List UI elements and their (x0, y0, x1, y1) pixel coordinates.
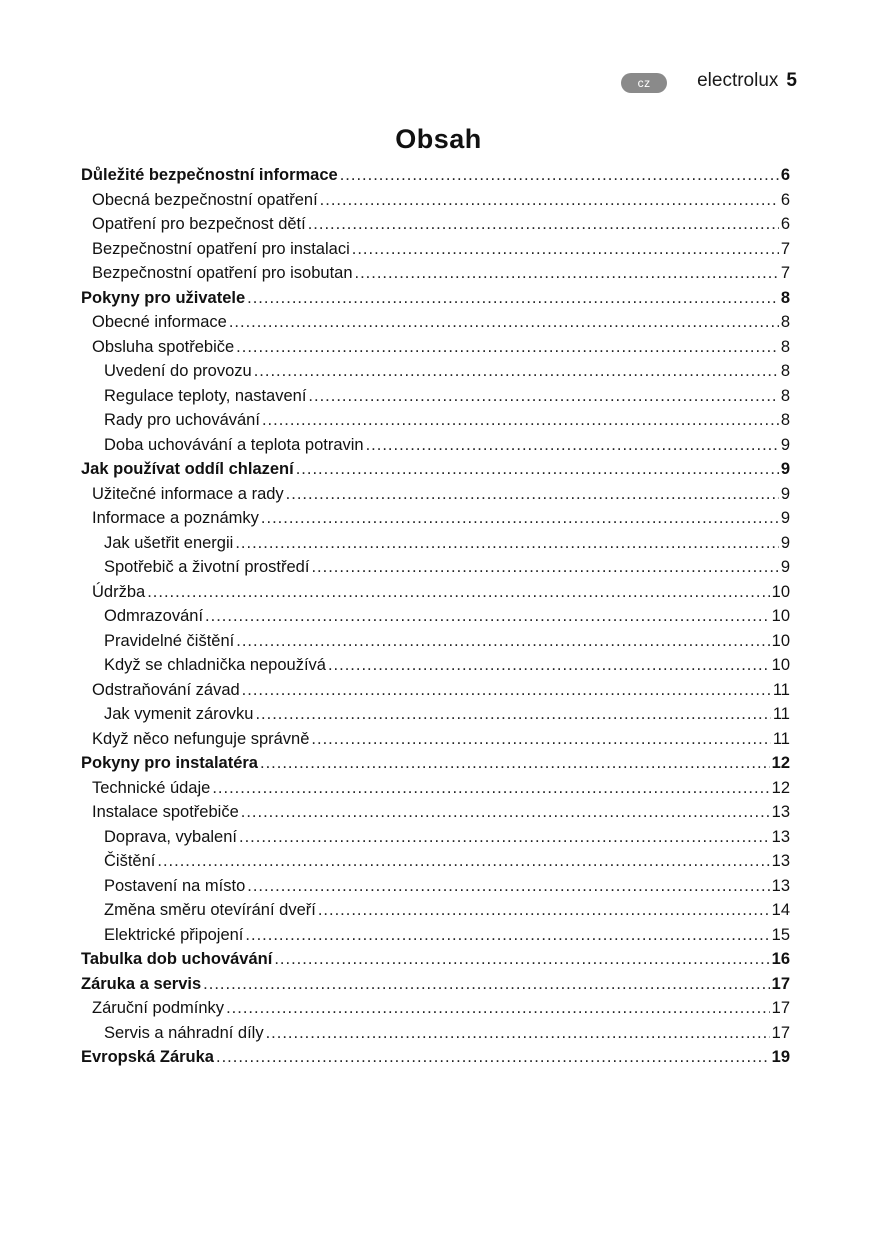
toc-entry-page: 6 (780, 215, 790, 233)
toc-leader-dots (296, 460, 779, 479)
toc-entry-page: 17 (771, 999, 790, 1017)
page-number: 5 (786, 70, 797, 91)
toc-entry-page: 10 (771, 656, 790, 674)
toc-entry[interactable] (81, 534, 790, 559)
toc-leader-dots (247, 289, 779, 308)
toc-entry-title: Technické údaje (92, 778, 211, 797)
toc-leader-dots (352, 240, 779, 259)
toc-entry-page: 9 (780, 558, 790, 576)
toc-entry-title: Bezpečnostní opatření pro instalaci (92, 239, 350, 258)
toc-entry[interactable] (81, 852, 790, 877)
toc-entry[interactable] (81, 460, 790, 485)
toc-entry[interactable] (81, 558, 790, 583)
toc-entry[interactable] (81, 828, 790, 853)
toc-entry-page: 17 (771, 1023, 790, 1042)
toc-leader-dots (255, 705, 770, 724)
toc-entry-title: Doprava, vybalení (104, 827, 237, 846)
toc-entry-title: Evropská Záruka (81, 1048, 214, 1066)
toc-entry[interactable] (81, 191, 790, 216)
toc-leader-dots (239, 828, 770, 847)
toc-entry-page: 15 (771, 925, 790, 944)
toc-entry[interactable] (81, 313, 790, 338)
toc-entry-page: 16 (771, 950, 790, 968)
toc-entry[interactable] (81, 509, 790, 534)
toc-leader-dots (241, 803, 770, 822)
language-badge: cz (621, 73, 667, 93)
toc-entry[interactable] (81, 411, 790, 436)
toc-entry-title: Jak používat oddíl chlazení (81, 460, 294, 478)
toc-leader-dots (308, 215, 779, 234)
toc-entry[interactable] (81, 901, 790, 926)
toc-entry-page: 13 (771, 876, 790, 895)
toc-entry-title: Bezpečnostní opatření pro isobutan (92, 264, 353, 282)
toc-entry-page: 7 (780, 264, 790, 282)
toc-entry-page: 12 (771, 778, 790, 797)
toc-entry-title: Odmrazování (104, 607, 204, 625)
toc-leader-dots (205, 607, 770, 626)
toc-entry-page: 9 (780, 435, 790, 454)
toc-entry-title: Elektrické připojení (104, 925, 244, 944)
toc-entry-page: 8 (780, 337, 790, 356)
toc-leader-dots (254, 362, 779, 381)
toc-entry-title: Pokyny pro uživatele (81, 288, 246, 307)
toc-entry-page: 9 (780, 460, 790, 478)
toc-entry-title: Uvedení do provozu (104, 362, 252, 380)
toc-entry-title: Jak ušetřit energii (104, 533, 234, 552)
toc-leader-dots (245, 926, 769, 945)
toc-leader-dots (147, 583, 769, 602)
toc-leader-dots (320, 191, 779, 210)
toc-entry-title: Opatření pro bezpečnost dětí (92, 215, 306, 233)
toc-entry-title: Instalace spotřebiče (92, 803, 239, 821)
toc-entry-page: 8 (780, 411, 790, 429)
toc-entry-page: 13 (771, 827, 790, 846)
toc-entry-title: Užitečné informace a rady (92, 484, 284, 503)
toc-leader-dots (340, 166, 779, 185)
toc-entry-title: Důležité bezpečnostní informace (81, 166, 338, 184)
toc-entry-title: Tabulka dob uchovávání (81, 950, 273, 968)
toc-entry[interactable] (81, 264, 790, 289)
toc-entry[interactable] (81, 387, 790, 412)
toc-leader-dots (203, 975, 769, 994)
toc-entry-title: Rady pro uchovávání (104, 411, 260, 429)
table-of-contents (81, 166, 790, 1073)
toc-leader-dots (366, 436, 779, 455)
toc-entry[interactable] (81, 607, 790, 632)
toc-entry[interactable] (81, 926, 790, 951)
toc-entry-title: Záruční podmínky (92, 999, 225, 1017)
brand-name: electrolux (697, 70, 779, 91)
toc-entry-title: Postavení na místo (104, 876, 246, 895)
toc-entry-title: Údržba (92, 582, 146, 601)
toc-leader-dots (212, 779, 769, 798)
toc-entry[interactable] (81, 705, 790, 730)
toc-entry-title: Pokyny pro instalatéra (81, 754, 258, 772)
toc-entry[interactable] (81, 803, 790, 828)
toc-entry[interactable] (81, 656, 790, 681)
toc-entry-page: 6 (780, 190, 790, 209)
toc-leader-dots (318, 901, 770, 920)
toc-entry-title: Změna směru otevírání dveří (104, 901, 316, 919)
toc-entry-page: 7 (780, 239, 790, 258)
page-header (621, 68, 797, 94)
toc-entry-title: Čištění (104, 852, 156, 870)
toc-entry-page: 8 (780, 313, 790, 331)
toc-entry[interactable] (81, 240, 790, 265)
toc-entry-title: Regulace teploty, nastavení (104, 386, 307, 405)
toc-entry-page: 10 (771, 582, 790, 601)
toc-leader-dots (355, 264, 779, 283)
toc-entry[interactable] (81, 362, 790, 387)
toc-entry[interactable] (81, 215, 790, 240)
toc-entry-title: Když něco nefunguje správně (92, 729, 310, 748)
toc-entry-page: 9 (780, 509, 790, 527)
toc-entry[interactable] (81, 779, 790, 804)
toc-entry-page: 10 (771, 607, 790, 625)
toc-entry[interactable] (81, 1024, 790, 1049)
toc-entry-title: Jak vymenit zárovku (104, 705, 254, 723)
page-title: Obsah (395, 124, 482, 154)
toc-entry-title: Obsluha spotřebiče (92, 337, 235, 356)
toc-leader-dots (311, 558, 778, 577)
toc-entry-page: 9 (780, 533, 790, 552)
toc-entry-title: Obecná bezpečnostní opatření (92, 190, 318, 209)
toc-leader-dots (274, 950, 769, 969)
toc-leader-dots (236, 632, 769, 651)
toc-leader-dots (236, 338, 779, 357)
toc-entry[interactable] (81, 681, 790, 706)
toc-entry-title: Odstraňování závad (92, 680, 240, 699)
toc-entry[interactable] (81, 436, 790, 461)
toc-leader-dots (286, 485, 779, 504)
toc-entry-title: Servis a náhradní díly (104, 1023, 264, 1042)
toc-leader-dots (226, 999, 770, 1018)
toc-entry[interactable] (81, 338, 790, 363)
toc-entry-title: Spotřebič a životní prostředí (104, 558, 310, 576)
toc-leader-dots (260, 754, 770, 773)
toc-entry-title: Záruka a servis (81, 974, 202, 993)
toc-leader-dots (157, 852, 769, 871)
toc-entry-title: Obecné informace (92, 313, 227, 331)
toc-leader-dots (261, 509, 779, 528)
toc-leader-dots (242, 681, 771, 700)
toc-entry[interactable] (81, 289, 790, 314)
toc-entry[interactable] (81, 485, 790, 510)
toc-leader-dots (266, 1024, 770, 1043)
toc-entry-page: 8 (780, 386, 790, 405)
toc-leader-dots (311, 730, 770, 749)
toc-entry-page: 9 (780, 484, 790, 503)
toc-entry-page: 8 (780, 362, 790, 380)
toc-leader-dots (229, 313, 779, 332)
toc-leader-dots (308, 387, 778, 406)
toc-leader-dots (235, 534, 779, 553)
toc-entry-page: 11 (772, 680, 790, 699)
toc-entry[interactable] (81, 950, 790, 975)
toc-entry[interactable] (81, 730, 790, 755)
toc-entry-page: 13 (771, 852, 790, 870)
toc-entry-page: 13 (771, 803, 790, 821)
toc-leader-dots (216, 1048, 770, 1067)
toc-entry-page: 17 (771, 974, 790, 993)
toc-entry-page: 19 (771, 1048, 790, 1066)
toc-entry-page: 12 (771, 754, 790, 772)
toc-leader-dots (328, 656, 770, 675)
toc-entry-page: 11 (772, 705, 790, 723)
toc-entry[interactable] (81, 1048, 790, 1073)
toc-entry-title: Pravidelné čištění (104, 631, 235, 650)
toc-entry-page: 10 (771, 631, 790, 650)
toc-entry-title: Informace a poznámky (92, 509, 259, 527)
toc-entry-title: Doba uchovávání a teplota potravin (104, 435, 364, 454)
toc-entry-page: 6 (780, 166, 790, 184)
toc-entry[interactable] (81, 583, 790, 608)
toc-entry[interactable] (81, 166, 790, 191)
toc-entry-page: 11 (772, 729, 790, 748)
toc-leader-dots (262, 411, 779, 430)
toc-entry[interactable] (81, 632, 790, 657)
toc-entry-title: Když se chladnička nepoužívá (104, 656, 326, 674)
toc-entry[interactable] (81, 754, 790, 779)
toc-leader-dots (247, 877, 769, 896)
toc-entry[interactable] (81, 877, 790, 902)
toc-entry-page: 8 (780, 288, 790, 307)
toc-entry[interactable] (81, 975, 790, 1000)
toc-entry-page: 14 (771, 901, 790, 919)
toc-entry[interactable] (81, 999, 790, 1024)
